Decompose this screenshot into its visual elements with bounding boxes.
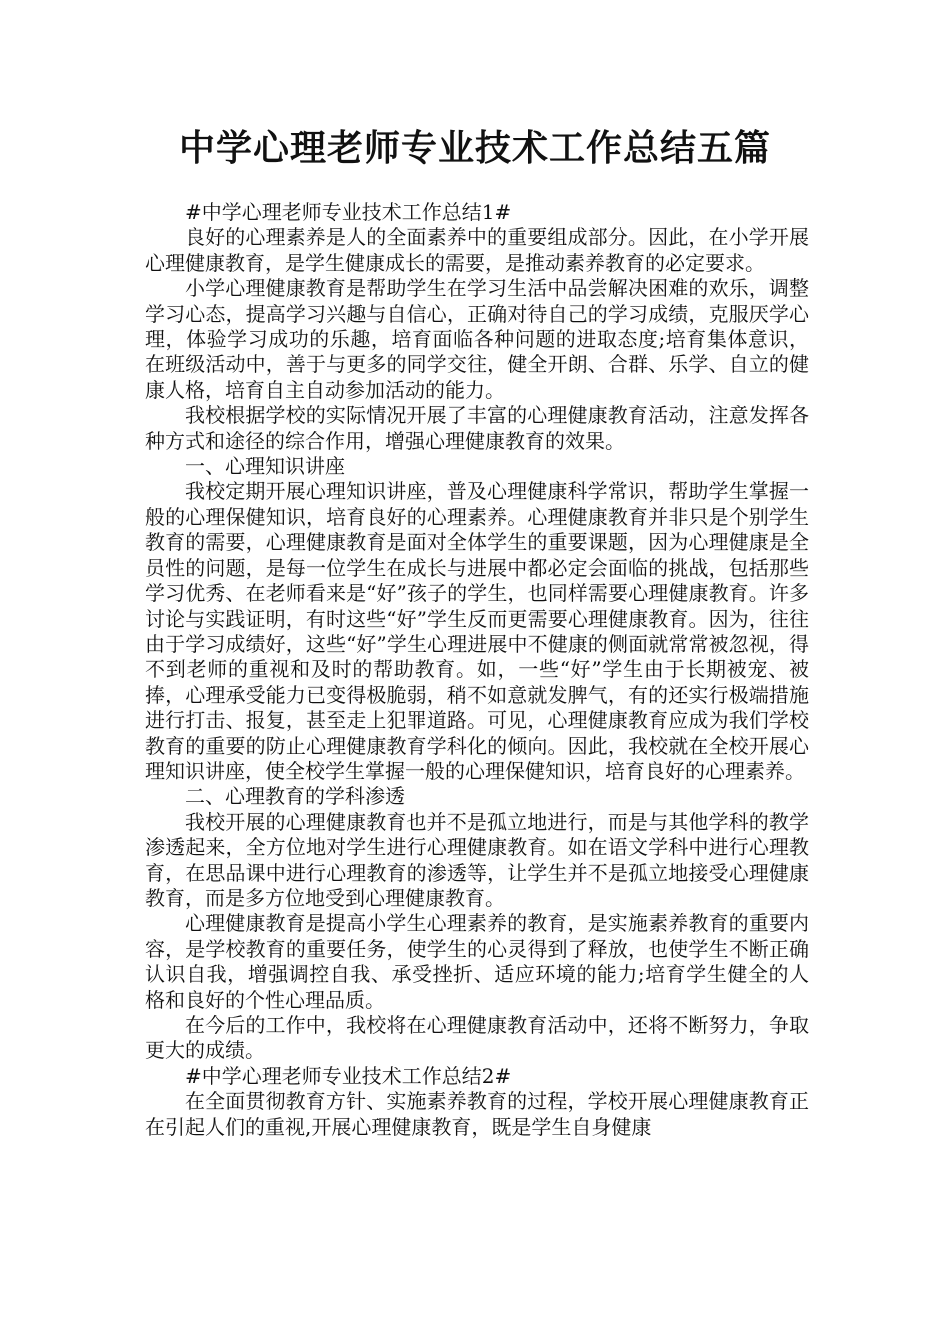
section-heading-1: #中学心理老师专业技术工作总结1# — [185, 200, 512, 224]
section-heading-2: #中学心理老师专业技术工作总结2# — [185, 1063, 512, 1088]
document-body — [145, 200, 809, 1140]
document-title: 中学心理老师专业技术工作总结五篇 — [178, 128, 771, 169]
paragraph: 在全面贯彻教育方针、实施素养教育的过程，学校开展心理健康教育正在引起人们的重视,开展心理健康教育，既是学生自身健康 — [145, 1089, 809, 1139]
paragraph: 我校开展的心理健康教育也并不是孤立地进行，而是与其他学科的教学渗透起来，全方位地对学生进行心理健康教育。如在语文学科中进行心理教育，在思品课中进行心理教育的渗透等，让学生并不是孤立地接受心理健康教育，而是多方位地受到心理健康教育。 — [145, 809, 809, 910]
paragraph: 我校定期开展心理知识讲座，普及心理健康科学常识，帮助学生掌握一般的心理保健知识，培育良好的心理素养。心理健康教育并非只是个别学生教育的需要，心理健康教育是面对全体学生的重要课题，因为心理健康是全员性的问题，是每一位学生在成长与进展中都必定会面临的挑战，包括那些学习优秀、在老师看来是“好”孩子的学生，也同样需要心理健康教育。许多讨论与实践证明，有时这些“好”学生反而更需要心理健康教育。因为，往往由于学习成绩好，这些“好”学生心理进展中不健康的侧面就常常被忽视，得不到老师的重视和及时的帮助教育。如，一些“好”学生由于长期被宠、被捧，心理承受能力已变得极脆弱，稍不如意就发脾气，有的还实行极端措施进行打击、报复，甚至走上犯罪道路。可见，心理健康教育应成为我们学校教育的重要的防止心理健康教育学科化的倾向。因此，我校就在全校开展心理知识讲座，使全校学生掌握一般的心理保健知识，培育良好的心理素养。 — [145, 479, 809, 783]
paragraph: 在今后的工作中，我校将在心理健康教育活动中，还将不断努力，争取更大的成绩。 — [145, 1013, 809, 1063]
subsection-heading-lecture: 一、心理知识讲座 — [185, 454, 345, 479]
paragraph: 我校根据学校的实际情况开展了丰富的心理健康教育活动，注意发挥各种方式和途径的综合作用，增强心理健康教育的效果。 — [145, 403, 809, 453]
paragraph: 良好的心理素养是人的全面素养中的重要组成部分。因此，在小学开展心理健康教育，是学生健康成长的需要，是推动素养教育的必定要求。 — [145, 225, 809, 275]
paragraph: 心理健康教育是提高小学生心理素养的教育，是实施素养教育的重要内容，是学校教育的重要任务，使学生的心灵得到了释放，也使学生不断正确认识自我，增强调控自我、承受挫折、适应环境的能力;培育学生健全的人格和良好的个性心理品质。 — [145, 911, 809, 1012]
paragraph: 小学心理健康教育是帮助学生在学习生活中品尝解决困难的欢乐，调整学习心态，提高学习兴趣与自信心，正确对待自己的学习成绩，克服厌学心理，体验学习成功的乐趣，培育面临各种问题的进取态度;培育集体意识，在班级活动中，善于与更多的同学交往，健全开朗、合群、乐学、自立的健康人格，培育自主自动参加活动的能力。 — [145, 276, 809, 402]
subsection-heading-subject: 二、心理教育的学科渗透 — [185, 784, 405, 809]
